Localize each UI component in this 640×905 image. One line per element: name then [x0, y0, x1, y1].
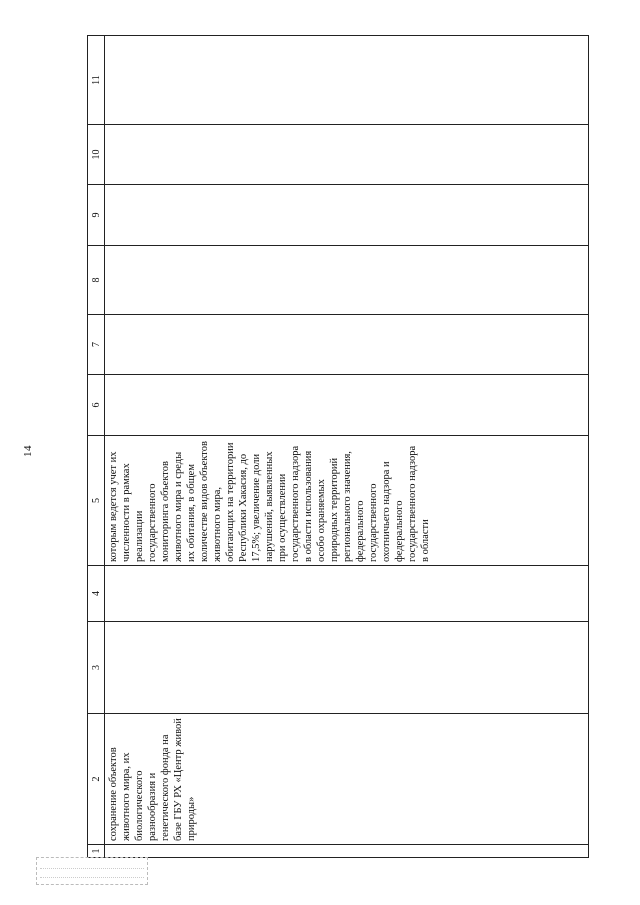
column-header-2: 2 — [88, 714, 105, 845]
cell-col6 — [105, 375, 589, 436]
stamp-line — [40, 878, 144, 885]
expected-results: которым ведется учет их численности в рамках реализации государственного мониторинга объектов животного мира и среды их обитания, в общем количестве видов объектов животного мира, обитающих на территории Республики Хакасия, до 17,5%; увеличение доли нарушений, выявленных при осуществлении государственного надзора в области использования особо охраняемых природных территорий регионального значения, федерального государственного охотничьего надзора и федерального государственного надзора в области — [108, 441, 431, 562]
cell-col1 — [105, 845, 589, 858]
cell-col10 — [105, 125, 589, 185]
rotated-table-container — [87, 36, 589, 858]
stamp-line — [40, 869, 144, 878]
cell-col11 — [105, 36, 589, 125]
column-header-11: 11 — [88, 36, 105, 125]
cell-col4 — [105, 566, 589, 622]
page-number: 14 — [22, 445, 34, 457]
header-row — [88, 36, 105, 858]
column-header-8: 8 — [88, 246, 105, 315]
cell-col2 — [105, 714, 589, 845]
cell-col9 — [105, 185, 589, 246]
cell-col3 — [105, 622, 589, 714]
table-row — [105, 36, 589, 858]
faded-stamp — [36, 857, 148, 885]
cell-col5 — [105, 436, 589, 566]
column-header-9: 9 — [88, 185, 105, 246]
column-header-1: 1 — [88, 845, 105, 858]
column-header-6: 6 — [88, 375, 105, 436]
cell-col7 — [105, 315, 589, 375]
column-header-4: 4 — [88, 566, 105, 622]
stamp-line — [40, 860, 144, 869]
column-header-3: 3 — [88, 622, 105, 714]
column-header-7: 7 — [88, 315, 105, 375]
cell-col8 — [105, 246, 589, 315]
program-table — [87, 35, 589, 858]
column-header-5: 5 — [88, 436, 105, 566]
measure-description: сохранение объектов животного мира, их биологического разнообразия и генетического фонда на базе ГБУ РХ «Центр живой природы» — [108, 718, 197, 841]
column-header-10: 10 — [88, 125, 105, 185]
